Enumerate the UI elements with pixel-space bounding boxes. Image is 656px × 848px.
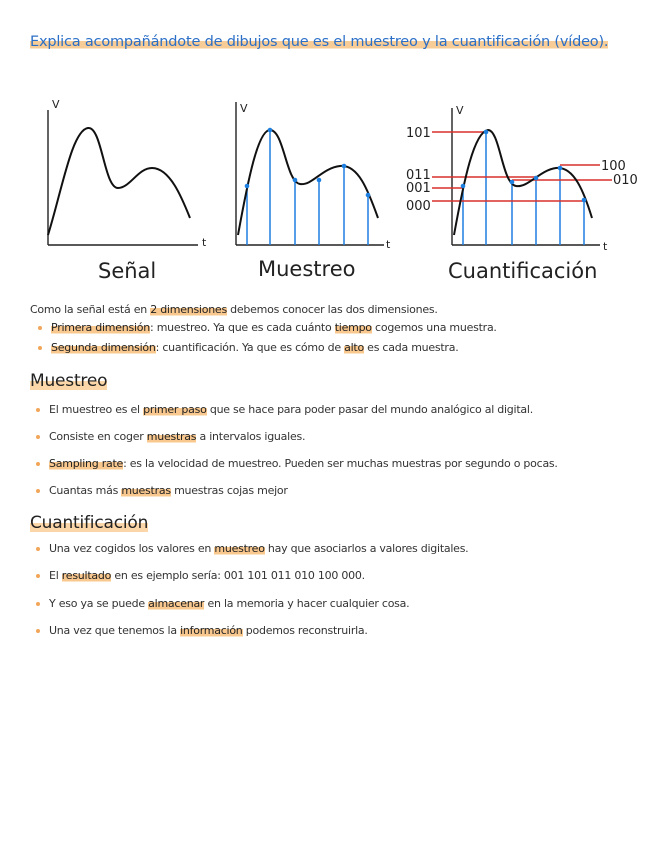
signal-panel: [48, 98, 207, 283]
bullet-dot: [36, 435, 40, 439]
section-heading-muestreo: Muestreo: [30, 371, 108, 391]
sampling-curve: [238, 130, 378, 235]
bullet-dot: [36, 629, 40, 633]
list-item: Cuantas más muestras muestras cojas mejor: [36, 484, 288, 497]
code-label-001: 001: [406, 181, 431, 196]
list-item: Sampling rate: es la velocidad de muestreo. Pueden ser muchas muestras por segundo o pocas.: [36, 457, 558, 470]
signal-axis-v-label: V: [52, 98, 60, 111]
list-item: El muestreo es el primer paso que se hace para poder pasar del mundo analógico al digital.: [36, 403, 533, 416]
sampling-diagrams: [0, 90, 656, 290]
intro-item: Primera dimensión: muestreo. Ya que es cada cuánto tiempo cogemos una muestra.: [38, 321, 497, 334]
code-label-000: 000: [406, 199, 431, 214]
signal-curve: [48, 128, 190, 235]
quant-axis-v-label: V: [456, 104, 464, 117]
quant-curve: [454, 130, 592, 235]
bullet-dot: [36, 489, 40, 493]
bullet-dot: [38, 346, 42, 350]
bullet-dot: [36, 574, 40, 578]
bullet-dot: [38, 326, 42, 330]
quant-caption: Cuantificación: [448, 259, 598, 283]
signal-caption: Señal: [98, 259, 157, 283]
list-item: Una vez que tenemos la información podemos reconstruirla.: [36, 624, 368, 637]
sampling-axis-v-label: V: [240, 102, 248, 115]
sampling-axis-t-label: t: [386, 238, 391, 251]
page-title: Explica acompañándote de dibujos que es el muestreo y la cuantificación (vídeo).: [30, 34, 609, 50]
bullet-dot: [36, 408, 40, 412]
sampling-caption: Muestreo: [258, 257, 356, 281]
list-item: Y eso ya se puede almacenar en la memoria y hacer cualquier cosa.: [36, 597, 409, 610]
code-label-100: 100: [601, 159, 626, 174]
sampling-panel: [236, 102, 391, 281]
code-label-011: 011: [406, 168, 431, 183]
bullet-dot: [36, 602, 40, 606]
code-label-010: 010: [613, 173, 638, 188]
bullet-dot: [36, 547, 40, 551]
list-item: Una vez cogidos los valores en muestreo hay que asociarlos a valores digitales.: [36, 542, 468, 555]
signal-axis-t-label: t: [202, 236, 207, 249]
list-item: Consiste en coger muestras a intervalos iguales.: [36, 430, 305, 443]
intro-line: Como la señal está en 2 dimensiones debemos conocer las dos dimensiones.: [30, 303, 438, 316]
quant-axis-t-label: t: [603, 240, 608, 253]
bullet-dot: [36, 462, 40, 466]
list-item: El resultado en es ejemplo sería: 001 101 011 010 100 000.: [36, 569, 365, 582]
intro-item: Segunda dimensión: cuantificación. Ya que es cómo de alto es cada muestra.: [38, 341, 458, 354]
quantization-panel: [406, 104, 638, 283]
section-heading-cuantificacion: Cuantificación: [30, 513, 149, 533]
code-label-101: 101: [406, 126, 431, 141]
